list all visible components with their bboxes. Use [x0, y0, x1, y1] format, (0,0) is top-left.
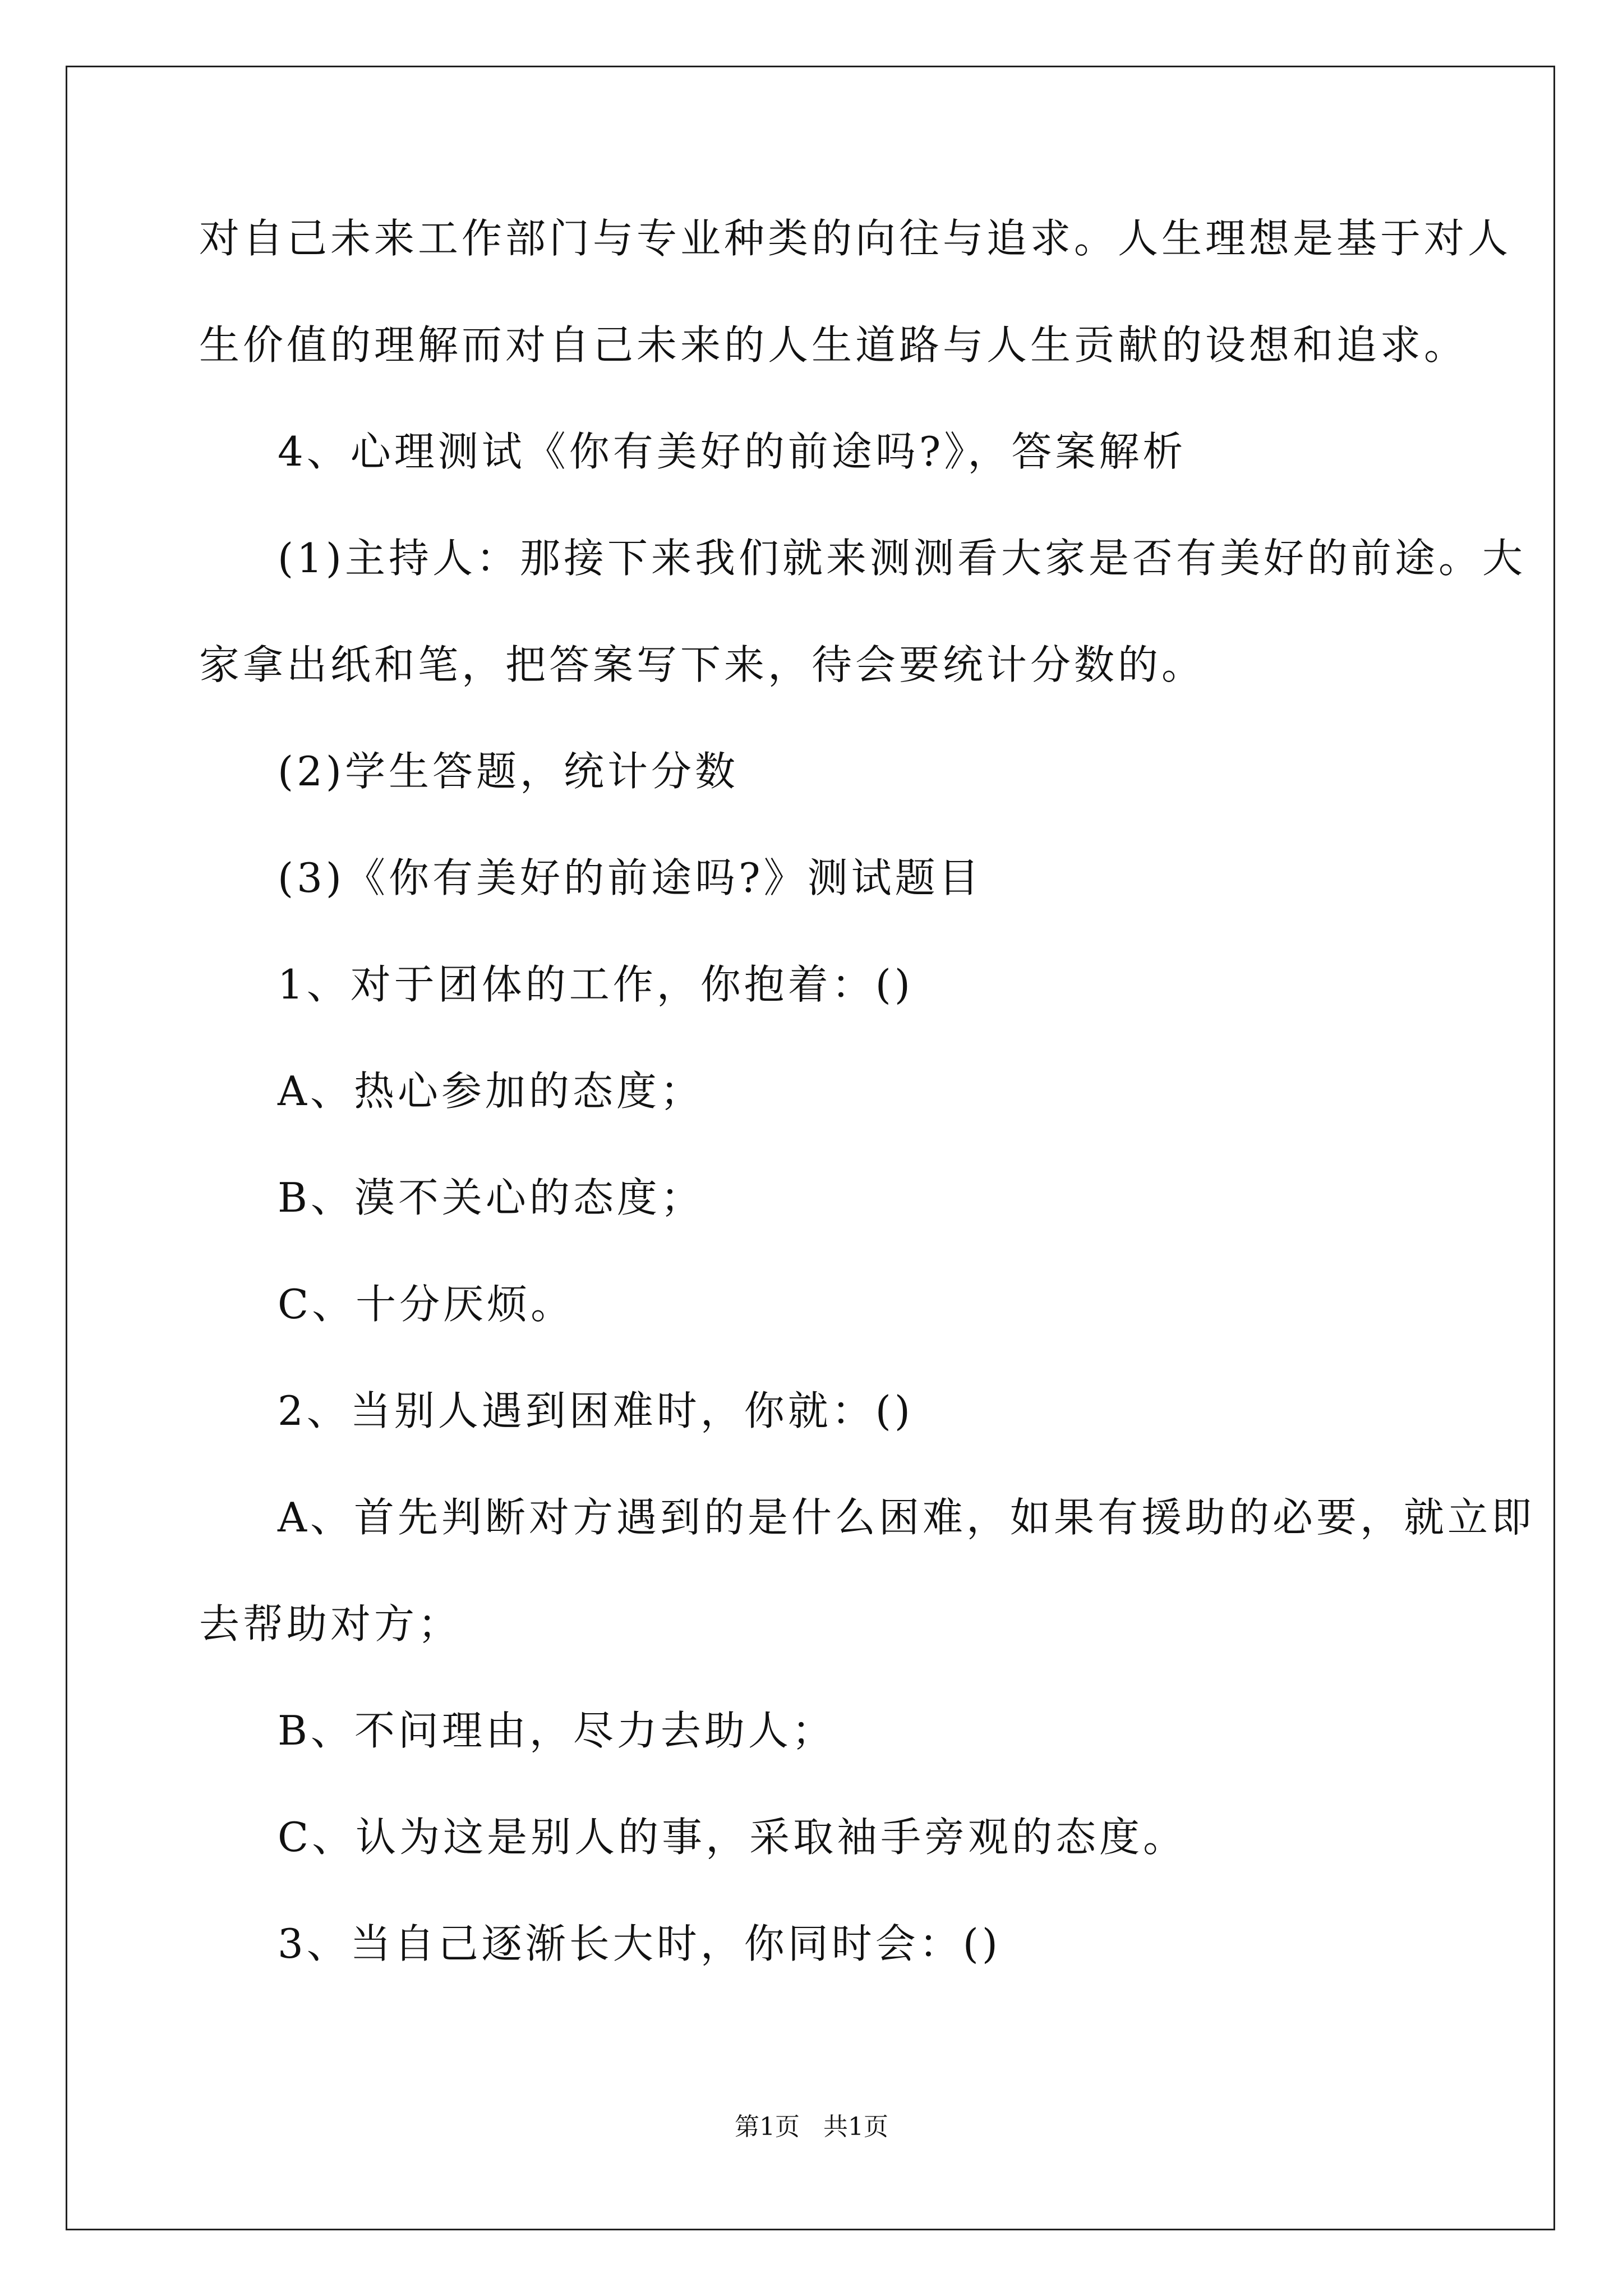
- text-line: C、认为这是别人的事，采取袖手旁观的态度。: [278, 1814, 1187, 1861]
- text-line: 家拿出纸和笔，把答案写下来，待会要统计分数的。: [199, 641, 1206, 688]
- text-line: A、首先判断对方遇到的是什么困难，如果有援助的必要，就立即: [278, 1494, 1535, 1541]
- text-line: C、十分厌烦。: [278, 1281, 575, 1328]
- text-line: 3、当自己逐渐长大时，你同时会：(): [278, 1920, 1001, 1967]
- text-line: 生价值的理解而对自己未来的人生道路与人生贡献的设想和追求。: [199, 321, 1468, 369]
- page-border: [66, 66, 1555, 2230]
- text-line: (1)主持人：那接下来我们就来测测看大家是否有美好的前途。大: [278, 535, 1526, 582]
- text-line: A、热心参加的态度；: [278, 1068, 704, 1115]
- text-line: (2)学生答题，统计分数: [278, 748, 739, 795]
- text-line: (3)《你有美好的前途吗?》测试题目: [278, 854, 983, 901]
- text-line: B、漠不关心的态度；: [278, 1174, 704, 1221]
- text-line: B、不问理由，尽力去助人；: [278, 1707, 836, 1754]
- page-footer: 第1页 共1页: [735, 2113, 888, 2141]
- text-line: 4、心理测试《你有美好的前途吗?》，答案解析: [278, 428, 1187, 475]
- text-line: 去帮助对方；: [199, 1600, 462, 1648]
- text-line: 1、对于团体的工作，你抱着：(): [278, 961, 914, 1008]
- text-line: 2、当别人遇到困难时，你就：(): [278, 1387, 914, 1434]
- text-line: 对自己未来工作部门与专业种类的向往与追求。人生理想是基于对人: [199, 215, 1512, 262]
